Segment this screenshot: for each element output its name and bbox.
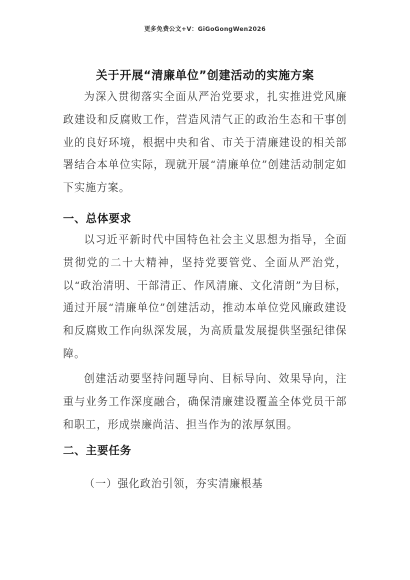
general-requirements-paragraph-2: 创建活动要坚持问题导向、目标导向、效果导向，注重与业务工作深度融合，确保清廉建设覆盖全体党员干部和职工，形成崇廉尚洁、担当作为的浓厚氛围。: [63, 373, 347, 431]
general-requirements-paragraph-1: 以习近平新时代中国特色社会主义思想为指导，全面贯彻党的二十大精神，坚持党要管党、全面从严治党，以“政治清明、干部清正、作风清廉、文化清朗”为目标，通过开展“清廉单位”创建活动，推动本单位党风廉政建设和反腐败工作向纵深发展，为高质量发展提供坚强纪律保障。: [63, 234, 347, 360]
section-heading-general-requirements: 一、总体要求: [63, 212, 132, 225]
intro-paragraph: 为深入贯彻落实全面从严治党要求，扎实推进党风廉政建设和反腐败工作，营造风清气正的政治生态和干事创业的良好环境，根据中央和省、市关于清廉建设的相关部署结合本单位实际，现就开展“清廉单位”创建活动制定如下实施方案。: [63, 91, 347, 195]
section-heading-main-tasks: 二、主要任务: [63, 444, 132, 457]
watermark-header: 更多免费公文+V：GiGoGongWen2026: [144, 26, 266, 33]
subsection-heading-political-guidance: （一）强化政治引领，夯实清廉根基: [84, 478, 264, 490]
document-title: 关于开展“清廉单位”创建活动的实施方案: [95, 68, 315, 82]
